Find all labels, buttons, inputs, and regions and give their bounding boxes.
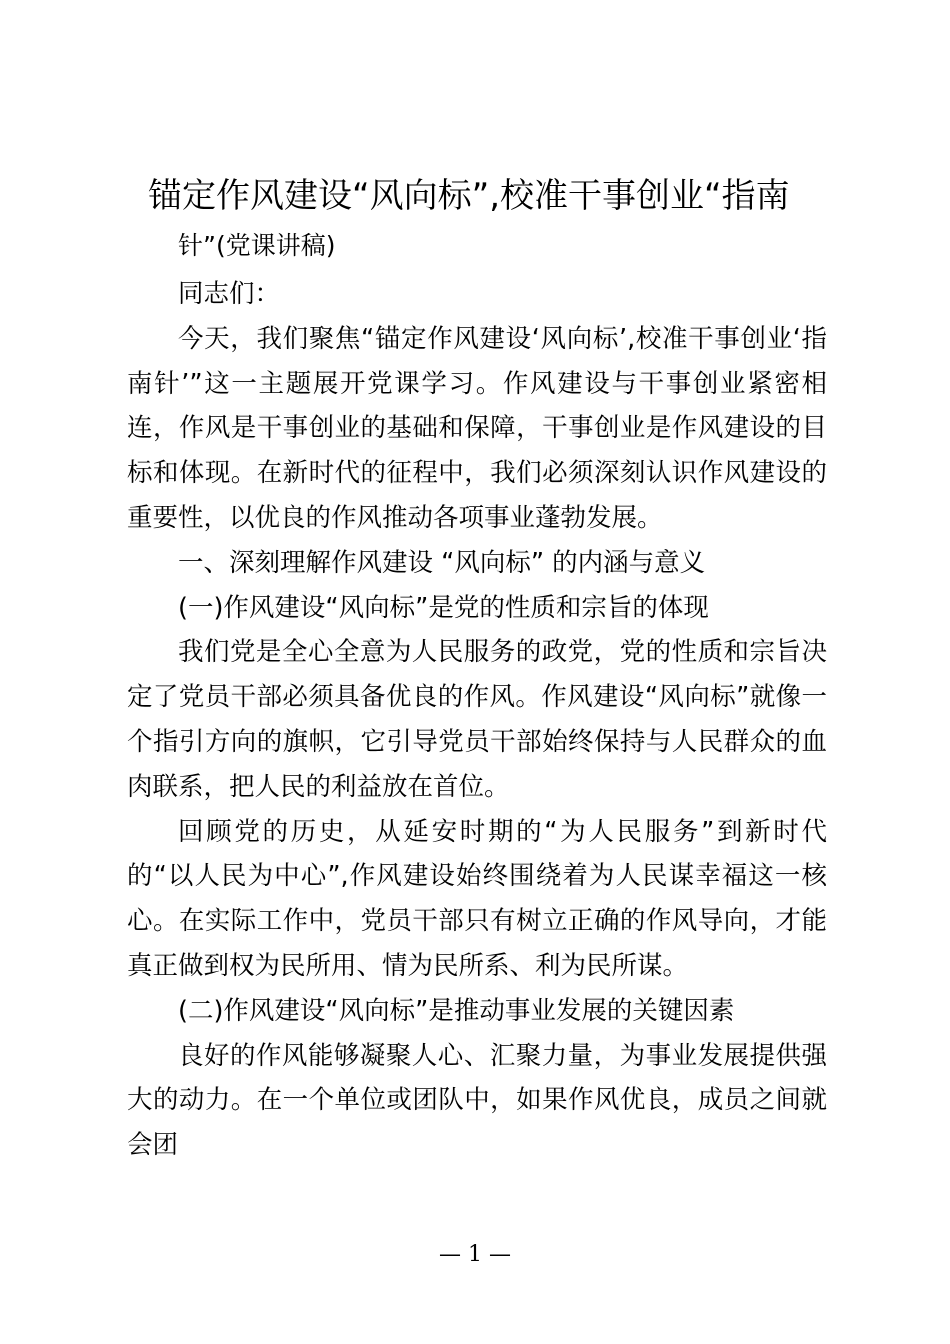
subsection-heading-2: (二)作风建设“风向标”是推动事业发展的关键因素 (178, 995, 735, 1026)
section-heading-1: 一、深刻理解作风建设 “风向标” 的内涵与意义 (178, 547, 706, 578)
body-paragraph: 我们党是全心全意为人民服务的政党，党的性质和宗旨决定了党员干部必须具备优良的作风。作风建设“风向标”就像一个指引方向的旗帜，它引导党员干部始终保持与人民群众的血肉联系，把人民的利益放在首位。 (127, 637, 827, 802)
subsection-heading-1: (一)作风建设“风向标”是党的性质和宗旨的体现 (178, 592, 709, 623)
document-title: 锚定作风建设“风向标”,校准干事创业“指南 (148, 176, 790, 216)
salutation: 同志们： (178, 279, 281, 309)
body-paragraph: 回顾党的历史，从延安时期的“为人民服务”到新时代的“以人民为中心”,作风建设始终围绕着为人民谋幸福这一核心。在实际工作中，党员干部只有树立正确的作风导向，才能真正做到权为民所用、情为民所系、利为民所谋。 (127, 816, 827, 981)
document-title-continued: 针”(党课讲稿) (178, 231, 336, 260)
page-number: — 1 — (439, 1242, 511, 1267)
intro-paragraph: 今天，我们聚焦“锚定作风建设‘风向标’,校准干事创业‘指南针’”这一主题展开党课学习。作风建设与干事创业紧密相连，作风是干事创业的基础和保障，干事创业是作风建设的目标和体现。在新时代的征程中，我们必须深刻认识作风建设的重要性，以优良的作风推动各项事业蓬勃发展。 (127, 323, 827, 533)
document-body (127, 272, 827, 1168)
body-paragraph: 良好的作风能够凝聚人心、汇聚力量，为事业发展提供强大的动力。在一个单位或团队中，如果作风优良，成员之间就会团 (127, 1040, 827, 1161)
